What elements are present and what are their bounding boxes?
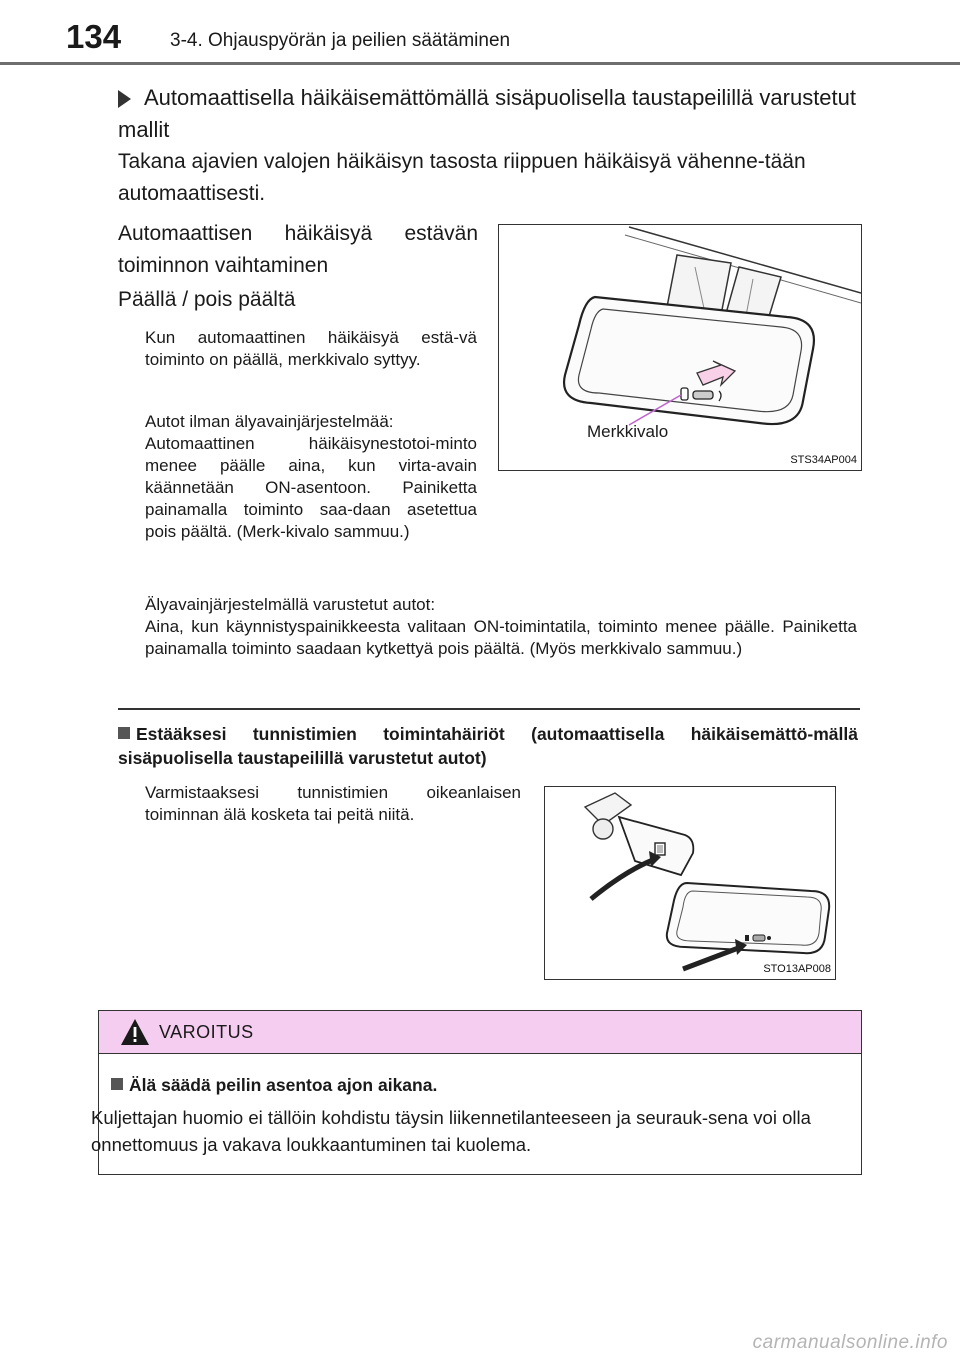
warning-title: VAROITUS	[159, 1022, 254, 1042]
warning-body-block	[91, 1104, 841, 1158]
sensor-figure	[544, 786, 836, 980]
page-header	[0, 0, 960, 64]
sensor-paragraph: Varmistaaksesi tunnistimien oikeanlaisen toiminnan älä kosketa tai peitä niitä.	[145, 783, 521, 824]
sensor-section-heading-text: Estääksesi tunnistimien toimintahäiriöt (automaattisella häikäisemättö-mällä sisäpuolisella taustapeilillä varustetut autot)	[118, 724, 858, 768]
header-divider	[0, 62, 960, 65]
sensor-illustration	[545, 787, 835, 979]
figure-code: STO13AP008	[763, 963, 831, 975]
subtitle: Automaattisen häikäisyä estävän toiminnon vaihtaminen	[118, 222, 478, 277]
note-smart-key-body: Aina, kun käynnistyspainikkeesta valitaan ON-toimintatila, toiminto menee päälle. Painiketta painamalla toiminto saadaan kytkettyä pois päältä. (Myös merkkivalo sammuu.)	[145, 617, 857, 658]
warning-subheading-text: Älä säädä peilin asentoa ajon aikana.	[129, 1075, 438, 1095]
warning-body: Kuljettajan huomio ei tällöin kohdistu täysin liikennetilanteeseen ja seurauk-sena voi olla onnettomuus ja vakava loukkaantuminen tai kuolema.	[91, 1107, 811, 1155]
page-number: 134	[66, 18, 122, 55]
sensor-section-heading	[118, 722, 858, 770]
footer	[0, 1328, 960, 1360]
note-no-smart-key	[145, 411, 477, 543]
warning-triangle-icon	[119, 1017, 151, 1047]
note-no-smart-key-body: Automaattinen häikäisynestotoi-minto menee päälle aina, kun virta-avain käännetään ON-asentoon. Painiketta painamalla toiminto saa-daan asetettua pois päältä. (Merk-kivalo sammuu.)	[145, 434, 477, 541]
square-bullet-icon	[118, 727, 130, 739]
mirror-figure	[498, 224, 862, 471]
warning-body-inner	[91, 1104, 841, 1158]
section-heading	[118, 82, 856, 146]
note-indicator: Kun automaattinen häikäisyä estä-vä toiminto on päällä, merkkivalo syttyy.	[145, 328, 477, 369]
note-smart-key-title: Älyavainjärjestelmällä varustetut autot:	[145, 595, 436, 614]
toggle-label: Päällä / pois päältä	[118, 288, 296, 311]
figure-code: STS34AP004	[790, 454, 857, 466]
intro-paragraph: Takana ajavien valojen häikäisyn tasosta riippuen häikäisyä vähenne-tään automaattisesti.	[118, 150, 806, 205]
square-bullet-icon	[111, 1078, 123, 1090]
watermark: carmanualsonline.info	[752, 1332, 948, 1353]
section-heading-text: Automaattisella häikäisemättömällä sisäpuolisella taustapeilillä varustetut mallit	[118, 85, 856, 142]
note-smart-key	[145, 594, 857, 660]
warning-subheading	[111, 1075, 437, 1096]
warning-header	[99, 1011, 861, 1054]
mirror-illustration	[499, 225, 861, 470]
warning-box	[91, 1010, 862, 1175]
indicator-label: Merkkivalo	[587, 422, 669, 441]
note-no-smart-key-title: Autot ilman älyavainjärjestelmää:	[145, 412, 394, 431]
chapter-title: 3-4. Ohjauspyörän ja peilien säätäminen	[170, 30, 511, 51]
section-divider	[118, 708, 860, 710]
